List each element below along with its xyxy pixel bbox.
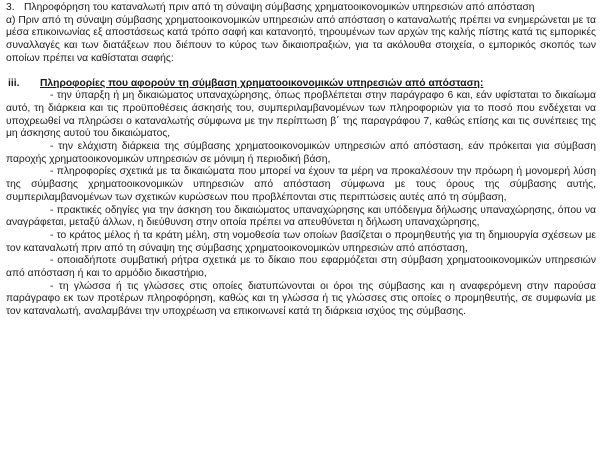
subsection-numeral: iii. [8,77,20,89]
list-item: - την ελάχιστη διάρκεια της σύμβασης χρηματοοικονομικών υπηρεσιών από απόσταση, εάν πρόκειται για σύμβαση παροχής χρηματοοικονομικών υπηρεσιών σε μόνιμη ή περιοδική βάση, [6,141,596,165]
subsection-title: Πληροφορίες που αφορούν τη σύμβαση χρηματοοικονομικών υπηρεσιών από απόσταση: [40,77,484,89]
section-title: Πληροφόρηση του καταναλωτή πριν από τη σύναψη σύμβασης χρηματοοικονομικών υπηρεσιών από απόσταση [24,2,535,13]
list-item: - την ύπαρξη ή μη δικαιώματος υπαναχώρησης, όπως προβλέπεται στην παράγραφο 6 και, εάν υφίσταται το δικαίωμα αυτό, τη διάρκεια και τις προϋποθέσεις άσκησής του, συμπεριλαμβανομένων των πληροφοριών για το ποσό που ενδέχεται να υποχρεωθεί να πληρώσει ο καταναλωτής σύμφωνα με την περίπτωση β΄ της παραγράφου 7, καθώς επίσης και τις συνέπειες της μη άσκησης αυτού του δικαιώματος, [6,90,596,140]
subsection-item-list [6,90,596,319]
document-page [6,2,596,319]
list-item: - πρακτικές οδηγίες για την άσκηση του δικαιώματος υπαναχώρησης και υπόδειγμα δήλωσης υπαναχώρησης, όπου να αναγράφεται, μεταξύ άλλων, η διεύθυνση στην οποία πρέπει να απευθύνεται η δήλωση υπαναχώρησης, [6,204,596,229]
section-number: 3. [6,2,15,13]
section-intro-paragraph: α) Πριν από τη σύναψη σύμβασης χρηματοοικονομικών υπηρεσιών από απόσταση ο καταναλωτής πρέπει να ενημερώνεται με τα μέσα επικοινωνίας εξ αποστάσεως κατά τρόπο σαφή και κατανοητό, τηρουμένων των αρχών της καλής πίστης κατά τις εμπορικές συναλλαγές και των διατάξεων που διέπουν το κύρος των δικαιοπραξιών, για τα ακόλουθα στοιχεία, ο εμπορικός σκοπός των οποίων πρέπει να καθίσταται σαφής: [6,14,596,64]
list-item: - οποιαδήποτε συμβατική ρήτρα σχετικά με το δίκαιο που εφαρμόζεται στη σύμβαση χρηματοοικονομικών υπηρεσιών από απόσταση ή και το αρμόδιο δικαστήριο, [6,255,596,280]
subsection-heading [6,78,596,91]
list-item: - τη γλώσσα ή τις γλώσσες στις οποίες διατυπώνονται οι όροι της σύμβασης και η αναφερόμενη στην παρούσα παράγραφο εκ των προτέρων πληροφόρηση, καθώς και τη γλώσσα ή τις γλώσσες στις οποίες ο προμηθευτής, σε συμφωνία με τον καταναλωτή, αναλαμβάνει την υποχρέωση να επικοινωνεί κατά τη διάρκεια ισχύος της σύμβασης. [6,280,596,318]
section-heading [6,2,596,15]
list-item: - το κράτος μέλος ή τα κράτη μέλη, στη νομοθεσία των οποίων βασίζεται ο προμηθευτής για τη δημιουργία σχέσεων με τον καταναλωτή πριν από τη σύναψη της σύμβασης χρηματοοικονομικών υπηρεσιών από απόσταση, [6,229,596,254]
list-item: - πληροφορίες σχετικά με τα δικαιώματα που μπορεί να έχουν τα μέρη να προκαλέσουν την πρόωρη ή μονομερή λύση της σύμβασης χρηματοοικονομικών υπηρεσιών από απόσταση σύμφωνα με τους όρους της σύμβασης αυτής, συμπεριλαμβανομένων των σχετικών κυρώσεων που προβλέπονται στις περιπτώσεις αυτές από τη σύμβαση, [6,166,596,203]
